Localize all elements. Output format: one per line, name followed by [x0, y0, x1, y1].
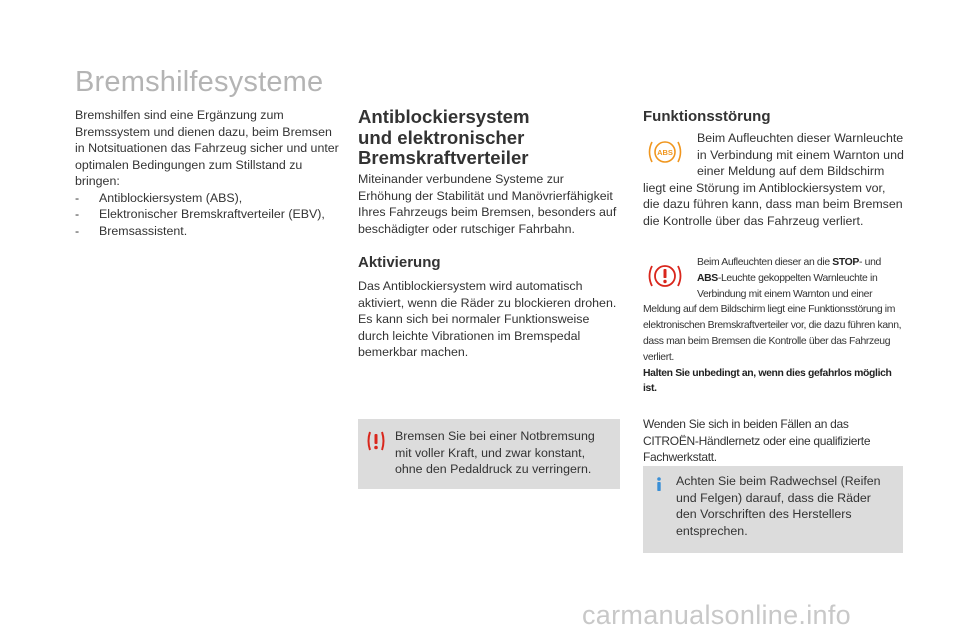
malfunction-p2-rest: Meldung auf dem Bildschirm liegt eine Funktionsstörung im elektronischen Bremskraftverteiler vor, die dazu führen kann, dass man beim Bremsen die Kontrolle über das Fahrzeug verliert.	[643, 304, 902, 363]
abs-label: ABS	[697, 272, 718, 284]
malfunction-p1-rest: liegt eine Störung im Antiblockiersystem vor, die dazu führen kann, dass man beim Bremsen die Kontrolle über das Fahrzeug verliert.	[643, 180, 903, 228]
malfunction-p2-bold: Halten Sie unbedingt an, wenn dies gefahrlos möglich ist.	[643, 367, 892, 395]
warning-exclamation-icon	[366, 431, 386, 451]
p2-text: -Leuchte gekoppelten Warnleuchte in Verbindung mit einem Warnton und einer	[697, 272, 878, 300]
list-item: - Bremsassistent.	[75, 223, 340, 240]
malfunction-title: Funktionsstörung	[643, 108, 771, 125]
p2-text: - und	[859, 257, 881, 268]
p2-text: Beim Aufleuchten dieser an die	[697, 257, 833, 268]
malfunction-paragraph-3: Wenden Sie sich in beiden Fällen an das CITROËN-Händlernetz oder eine qualifizierte Fachwerkstatt.	[643, 417, 871, 464]
page-title: Bremshilfesysteme	[75, 66, 324, 98]
info-note-box	[643, 466, 903, 553]
list-item: - Elektronischer Bremskraftverteiler (EBV),	[75, 206, 340, 223]
abs-title-line: und elektronischer	[358, 126, 525, 148]
list-item: - Antiblockiersystem (ABS),	[75, 190, 340, 207]
malfunction-paragraph-1	[643, 130, 905, 229]
abs-title-line: Antiblockiersystem	[358, 106, 530, 127]
abs-lamp-label: ABS	[657, 148, 673, 157]
activation-title: Aktivierung	[358, 254, 441, 271]
info-note-text: Achten Sie beim Radwechsel (Reifen und Felgen) darauf, dass die Räder den Vorschriften des Herstellers entsprechen.	[676, 474, 881, 538]
warning-note-box	[358, 419, 620, 489]
stop-label: STOP	[832, 257, 859, 268]
assist-systems-list	[75, 190, 340, 240]
intro-text: Bremshilfen sind eine Ergänzung zum Bremssystem und dienen dazu, beim Bremsen in Notsituationen das Fahrzeug sicher und unter optimalen Bedingungen zum Stillstand zu bringen:	[75, 108, 339, 188]
intro-section	[75, 107, 340, 239]
abs-title-line: Bremskraftverteiler	[358, 147, 529, 168]
watermark: carmanualsonline.info	[582, 600, 851, 630]
activation-text: Das Antiblockiersystem wird automatisch aktiviert, wenn die Räder zu blockieren drohen. Es kann sich bei normaler Funktionsweise durch leichte Vibrationen im Bremspedal bemerkbar machen.	[358, 279, 617, 359]
malfunction-p2-indent	[643, 255, 905, 302]
warning-note-text: Bremsen Sie bei einer Notbremsung mit voller Kraft, und zwar konstant, ohne den Pedaldruck zu verringern.	[395, 429, 595, 476]
abs-section-title	[358, 107, 618, 169]
malfunction-paragraph-2	[643, 255, 905, 397]
info-icon	[651, 476, 667, 492]
abs-section-intro: Miteinander verbundene Systeme zur Erhöhung der Stabilität und Manövrierfähigkeit Ihres Fahrzeugs beim Bremsen, besonders auf beschädigter oder rutschiger Fahrbahn.	[358, 172, 617, 236]
malfunction-p1-indent: Beim Aufleuchten dieser Warnleuchte in Verbindung mit einem Warnton und einer Meldung auf dem Bildschirm	[697, 131, 904, 178]
